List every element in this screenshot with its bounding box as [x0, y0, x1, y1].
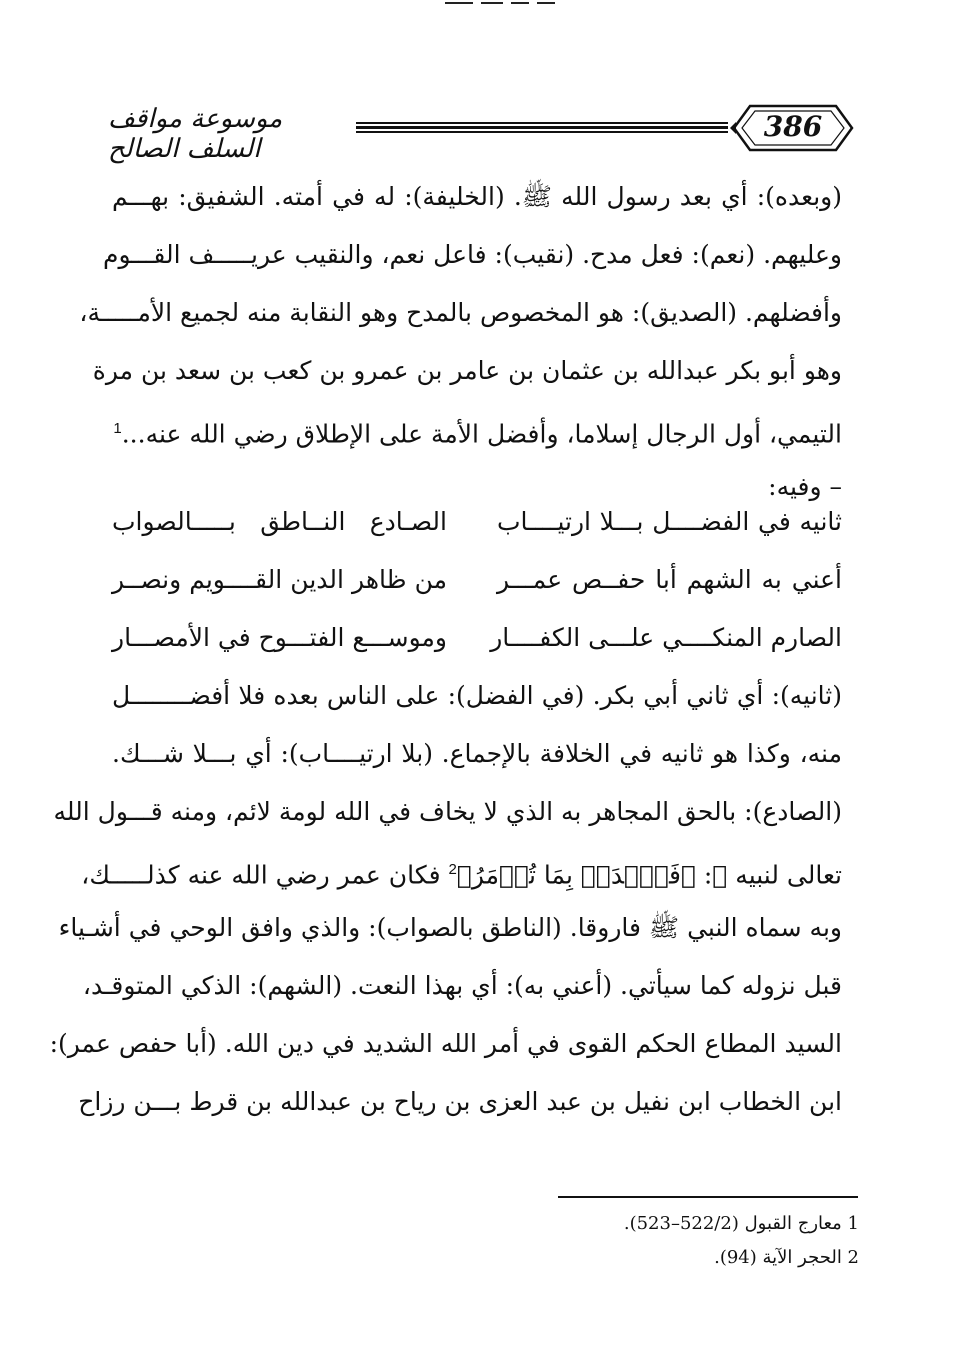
- verse-first-hemistich: الصارم المنكــــي علـــى الكفــــار: [490, 623, 842, 652]
- footnotes: [459, 1207, 859, 1275]
- footnote-ref-2[interactable]: 2: [448, 861, 457, 878]
- text-line: ابن الخطاب ابن نفيل بن عبد العزى بن رياح بن عبدالله بن قرط بـــن رزاح: [78, 1087, 842, 1116]
- footnote-separator: [558, 1196, 858, 1198]
- quran-verse-line: تعالى لنبيه ﷺ: ﴿فَٱصۡدَعۡ بِمَا تُؤۡمَرُ﴾: [456, 860, 842, 890]
- text-line: (ثانيه): أي ثاني أبي بكر. (في الفضل): على الناس بعده فلا أفضــــــــل: [112, 681, 842, 710]
- text-line: (وبعده): أي بعد رسول الله ﷺ. (الخليفة): له في أمته. الشفيق: بهـــم: [112, 182, 842, 211]
- poem-verse: [112, 551, 842, 609]
- verse-first-hemistich: ثانيه في الفضــــل بـــلا ارتيــــاب: [497, 507, 842, 536]
- footnote-ref-1[interactable]: 1: [113, 420, 122, 437]
- page-number: 386: [763, 110, 823, 143]
- footnote-2: 2 الحجر الآية (94).: [714, 1247, 859, 1268]
- text-line: وعليهم. (نعم): فعل مدح. (نقيب): فاعل نعم، والنقيب عريـــــف القـــوم: [102, 240, 842, 269]
- text-line: وبه سماه النبي ﷺ فاروقا. (الناطق بالصواب): والذي وافق الوحي في أشـياء: [58, 913, 842, 942]
- page-header: [108, 96, 858, 164]
- verse-second-hemistich: وموســـع الفتـــوح في الأمصـــار: [112, 623, 447, 652]
- poem: [112, 493, 842, 667]
- poem-intro: – وفيه:: [768, 472, 842, 501]
- top-crop-marks: [445, 0, 555, 6]
- poem-verse: [112, 493, 842, 551]
- text-line: قبل نزوله كما سيأتي. (أعني به): أي بهذا النعت. (الشهم): الذكي المتوقـد،: [82, 971, 842, 1000]
- footnote-1: 1 معارج القبول (522/2–523).: [623, 1213, 859, 1234]
- text-line: التيمي، أول الرجال إسلاما، وأفضل الأمة على الإطلاق رضي الله عنه...: [121, 419, 842, 449]
- text-line-with-footnote: [112, 400, 842, 458]
- text-line: وأفضلهم. (الصديق): هو المخصوص بالمدح وهو النقابة منه لجميع الأمـــــة،: [79, 298, 842, 327]
- page-number-badge: [728, 96, 858, 160]
- verse-second-hemistich: الصـادع النــاطق بـــــالصواب: [112, 507, 447, 536]
- header-rule: [356, 122, 728, 133]
- verse-second-hemistich: من ظاهر الدين القــــويم ونصــر: [112, 565, 447, 594]
- text-line: وهو أبو بكر عبدالله بن عثمان بن عامر بن عمرو بن كعب بن سعد بن مرة: [92, 356, 842, 385]
- book-title: موسوعة مواقف السلف الصالح: [108, 104, 283, 164]
- paragraph-1: [79, 168, 842, 516]
- verse-first-hemistich: أعني به الشهم أبا حفــص عمـــر: [497, 565, 842, 594]
- paragraph-2: [49, 667, 842, 1131]
- text-line: منه، وكذا هو ثانيه في الخلافة بالإجماع. (بلا ارتيــــاب): أي بـــلا شـــك.: [112, 739, 842, 768]
- poem-verse: [112, 609, 842, 667]
- text-line: فكان عمر رضي الله عنه كذلـــــك،: [81, 860, 441, 890]
- text-line-with-verse: [81, 841, 842, 899]
- text-line: (الصادع): بالحق المجاهر به الذي لا يخاف في الله لومة لائم، ومنه قـــول الله: [53, 797, 842, 826]
- text-line: السيد المطاع الحكم القوى في أمر الله الشديد في دين الله. (أبا حفص عمر):: [49, 1029, 842, 1058]
